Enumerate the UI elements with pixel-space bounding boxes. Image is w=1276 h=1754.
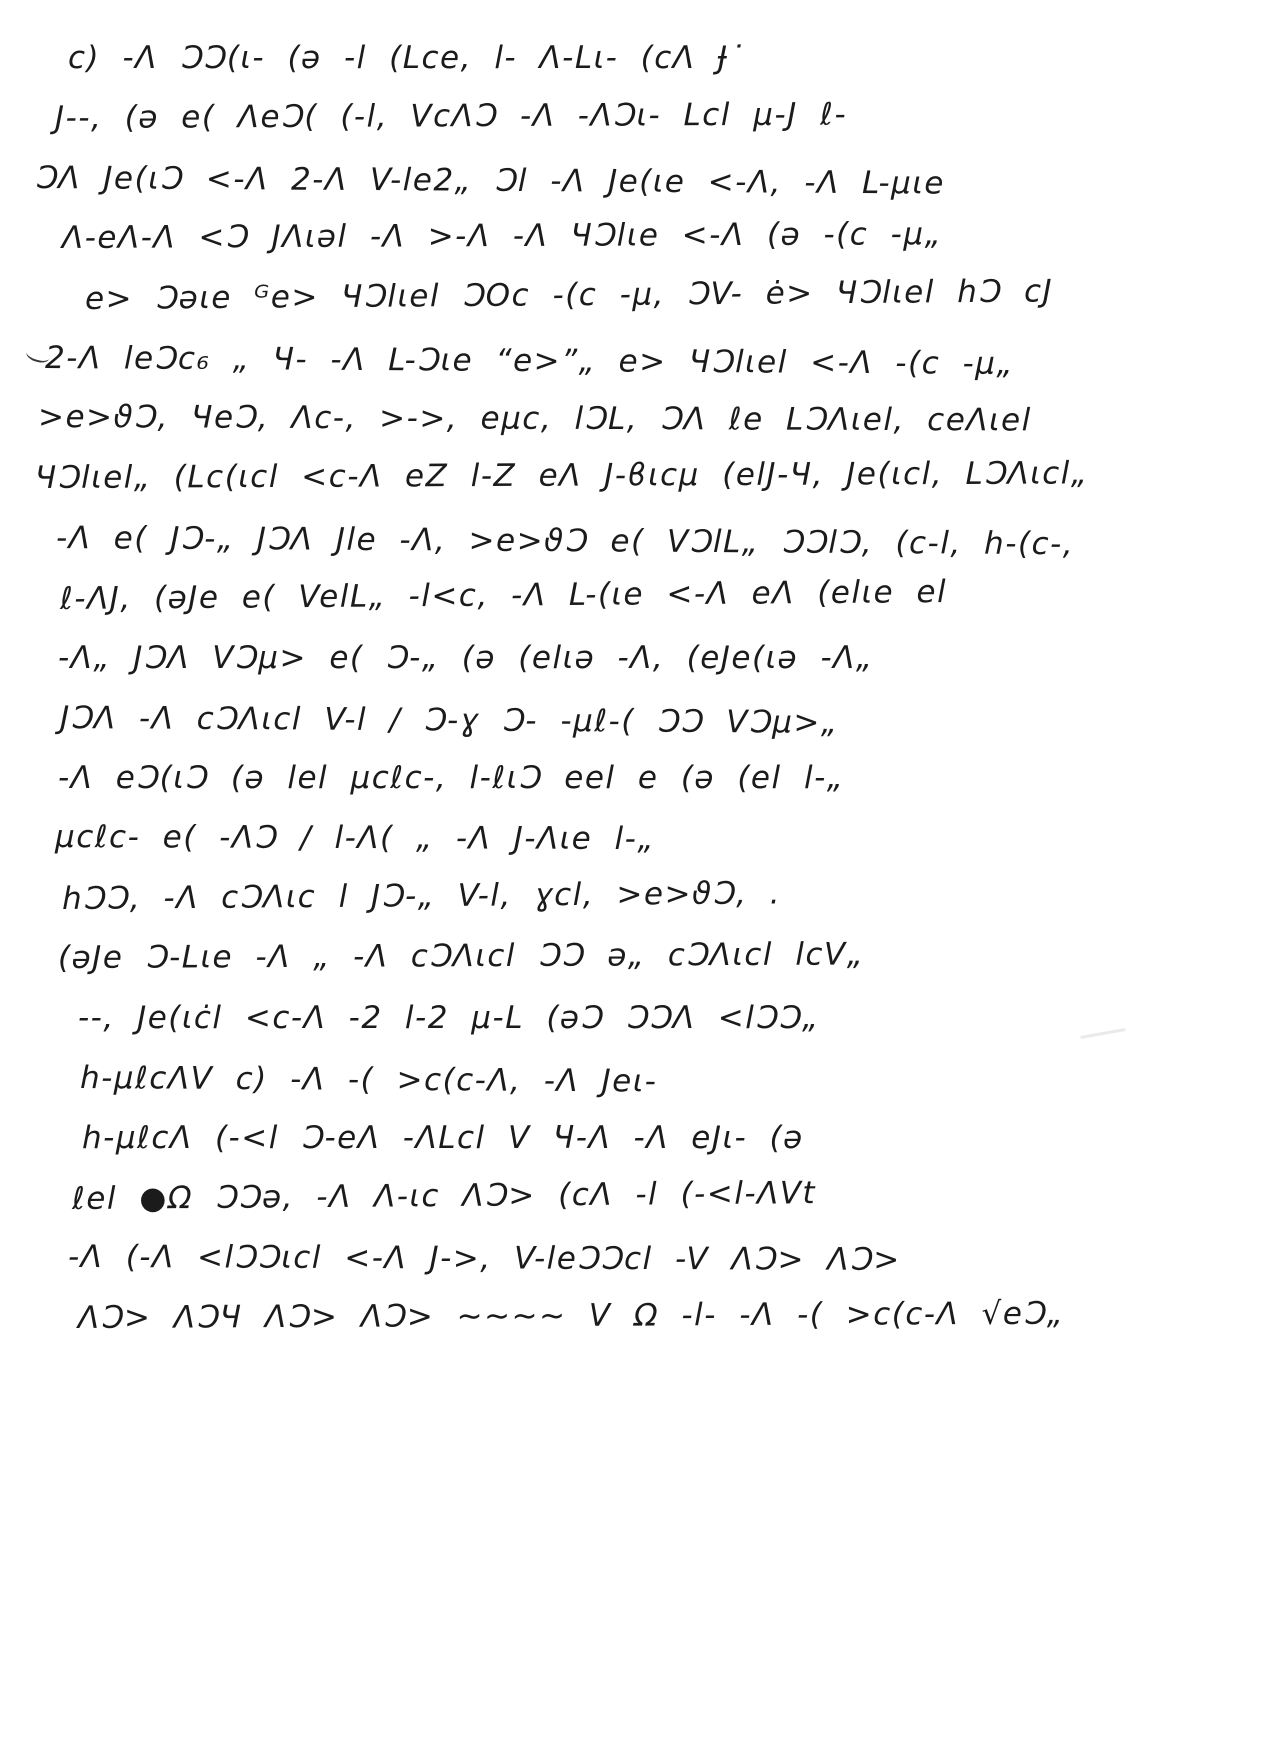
handwritten-line: c) -Λ ƆƆ(ι- (ǝ -l (Lce, l- Λ-Lι- (cΛ Ɉ˙ [68,40,746,76]
handwritten-line: ƆΛ Je(ιƆ <-Λ 2-Λ V-le2„ Ɔl -Λ Je(ιe <-Λ, -Λ L-μιe [34,160,946,202]
handwritten-line: (ǝJe Ɔ-Lιe -Λ „ -Λ cƆΛιcl ƆƆ ǝ„ cƆΛιcl lcV„ [57,936,865,976]
handwritten-line: h-μℓcΛ (-<l Ɔ-eΛ -ΛLcl V Ч-Λ -Λ eJι- (ǝ [82,1120,804,1156]
handwriting-lines [0,28,1276,1348]
handwritten-line: ℓ-ΛJ, (ǝJe e( VelL„ -l<c, -Λ L-(ιe <-Λ eΛ (elιe el [59,574,948,617]
handwritten-line: -Λ eƆ(ιƆ (ǝ lel μcℓc-, l-ℓιƆ eel e (ǝ (el l-„ [58,760,845,796]
handwritten-line: >e>ϑƆ, ЧeƆ, Λc-, >->, eμc, lƆL, ƆΛ ℓe LƆΛιel, ϲeΛιel [37,399,1032,439]
handwritten-line: ЧƆlιel„ (Lc(ιcl <c-Λ eZ l-Z eΛ J-ϐιcμ (elJ-Ч, Je(ιcl, LƆΛιcl„ [34,455,1089,496]
handwritten-line: --, Je(ιċl <c-Λ -2 l-2 μ-L (ǝƆ ƆƆΛ <lƆƆ„ [78,1000,820,1036]
handwritten-line: -Λ e( JƆ-„ JƆΛ Jle -Λ, >e>ϑƆ e( VƆlL„ ƆƆlƆ, (c-l, h-(c-, [55,520,1075,563]
handwritten-line: ℓel ●Ω ƆƆǝ, -Λ Λ-ιc ΛƆ> (cΛ -l (-<l-ΛVt [71,1175,817,1217]
handwritten-line: hƆƆ, -Λ cƆΛιc l JƆ-„ V-l, ɣcl, >e>ϑƆ, . [61,875,782,917]
handwritten-line: -Λ„ JƆΛ VƆμ> e( Ɔ-„ (ǝ (elιǝ -Λ, (eJe(ιǝ -Λ„ [58,640,874,676]
handwritten-line: J--, (ǝ e( ΛeƆ( (-l, VcΛƆ -Λ -ΛƆι- Lcl μ-J ℓ- [54,96,848,136]
handwritten-line: ΛƆ> ΛƆЧ ΛƆ> ΛƆ> ~~~~ V Ω -l- -Λ -( >c(c-Λ √eƆ„ [77,1295,1065,1336]
handwritten-line: e> Ɔǝιe ᴳe> ЧƆlιel ƆOc -(c -μ, ƆV- ė> ЧƆlιel hƆ cJ [84,273,1054,317]
handwritten-line: 2-Λ leƆc₆ „ Ч- -Λ L-Ɔιe “e>”„ e> ЧƆlιel <-Λ -(c -μ„ [44,340,1015,382]
handwritten-line: Λ-eΛ-Λ <Ɔ JΛιǝl -Λ >-Λ -Λ ЧƆlιe <-Λ (ǝ -(c -μ„ [61,216,943,256]
handwritten-line: h-μℓcΛV c) -Λ -( >c(c-Λ, -Λ Jeι- [79,1060,658,1100]
handwritten-line: -Λ (-Λ <lƆƆιcl <-Λ J->, V-leƆƆcl -V ΛƆ> ΛƆ> [67,1239,901,1278]
handwritten-line: JƆΛ -Λ cƆΛιcl V-l / Ɔ-ɣ Ɔ- -μℓ-( ƆƆ VƆμ>„ [59,700,839,741]
handwritten-line: μcℓc- e( -ΛƆ / l-Λ( „ -Λ J-Λιe l-„ [54,819,656,858]
